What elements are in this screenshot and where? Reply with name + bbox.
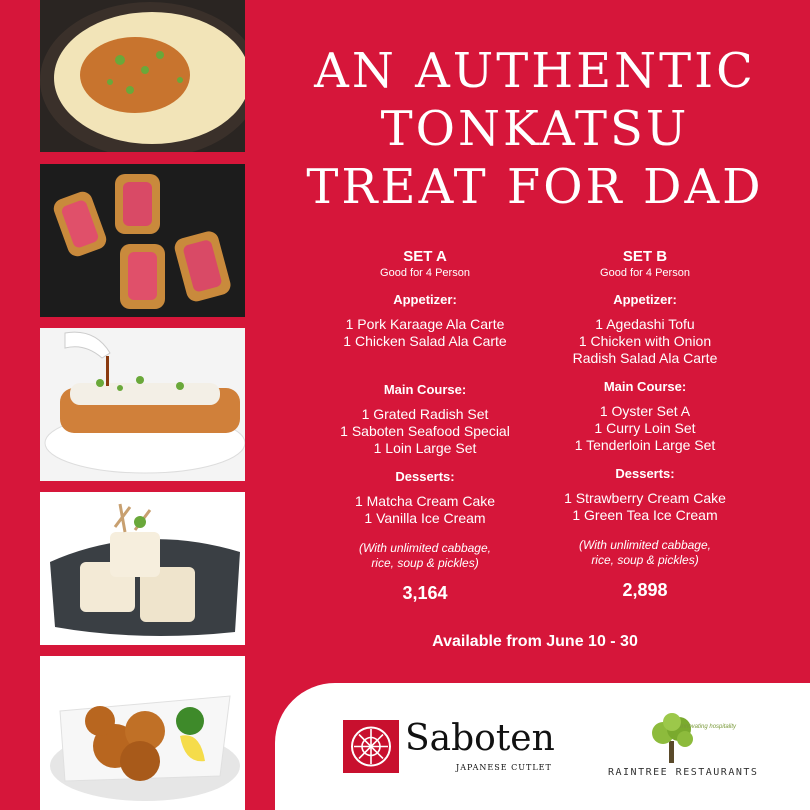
photo-katsudon	[40, 0, 245, 152]
set-a-dessert-label: Desserts:	[395, 469, 455, 484]
photo-pork-karaage	[40, 656, 245, 810]
set-b-column	[520, 248, 770, 601]
photo-grated-radish-katsu	[40, 328, 245, 481]
raintree-tree-icon	[647, 713, 697, 765]
set-a-serving: Good for 4 Person	[380, 267, 470, 279]
title-line: AN AUTHENTIC	[314, 43, 756, 99]
set-a-desserts	[300, 493, 550, 527]
raintree-logo-name: RAINTREE RESTAURANTS	[608, 767, 759, 778]
set-a-column	[300, 248, 550, 604]
set-b-desserts	[520, 490, 770, 524]
set-a-appetizer-label: Appetizer:	[393, 292, 457, 307]
menu-item: Radish Salad Ala Carte	[572, 350, 718, 366]
saboten-logo-subtitle: JAPANESE CUTLET	[456, 763, 552, 772]
set-b-price: 2,898	[622, 580, 668, 600]
set-b-main-label: Main Course:	[603, 379, 687, 394]
menu-item: 1 Grated Radish Set	[361, 406, 489, 422]
photo-agedashi-tofu	[40, 492, 245, 645]
note-line: rice, soup & pickles)	[371, 556, 479, 570]
set-b-note	[520, 538, 770, 568]
menu-item: 1 Vanilla Ice Cream	[364, 510, 486, 526]
promo-title	[290, 42, 780, 216]
set-a-appetizers	[300, 316, 550, 350]
availability-text: Available from June 10 - 30	[432, 633, 638, 650]
set-a-note	[300, 541, 550, 571]
saboten-logo-name: Saboten	[405, 718, 555, 759]
set-b-dessert-label: Desserts:	[615, 466, 675, 481]
menu-item: 1 Oyster Set A	[599, 403, 691, 419]
menu-item: 1 Curry Loin Set	[594, 420, 696, 436]
menu-item: 1 Strawberry Cream Cake	[564, 490, 726, 506]
menu-item: 1 Green Tea Ice Cream	[572, 507, 718, 523]
set-b-appetizer-label: Appetizer:	[613, 292, 677, 307]
set-b-mains	[520, 403, 770, 454]
title-line: TREAT FOR DAD	[306, 159, 764, 215]
menu-item: 1 Chicken with Onion	[578, 333, 712, 349]
note-line: rice, soup & pickles)	[591, 553, 699, 567]
set-a-mains	[300, 406, 550, 457]
set-b-appetizers	[520, 316, 770, 367]
note-line: (With unlimited cabbage,	[359, 541, 491, 555]
menu-item: 1 Agedashi Tofu	[595, 316, 695, 332]
set-a-title: SET A	[403, 248, 447, 265]
title-line: TONKATSU	[380, 101, 690, 157]
raintree-tagline: Innovating hospitality	[680, 724, 737, 730]
menu-item: 1 Tenderloin Large Set	[574, 437, 716, 453]
menu-item: 1 Saboten Seafood Special	[340, 423, 510, 439]
set-a-main-label: Main Course:	[383, 382, 467, 397]
set-b-serving: Good for 4 Person	[600, 267, 690, 279]
menu-item: 1 Chicken Salad Ala Carte	[343, 333, 507, 349]
set-a-price: 3,164	[402, 583, 448, 603]
saboten-logo-icon	[343, 720, 399, 773]
menu-item: 1 Pork Karaage Ala Carte	[345, 316, 505, 332]
logo-panel	[275, 683, 810, 810]
menu-item: 1 Loin Large Set	[373, 440, 477, 456]
note-line: (With unlimited cabbage,	[579, 538, 711, 552]
menu-item: 1 Matcha Cream Cake	[354, 493, 496, 509]
set-b-title: SET B	[622, 248, 668, 265]
photo-tenderloin-cutlet	[40, 164, 245, 317]
